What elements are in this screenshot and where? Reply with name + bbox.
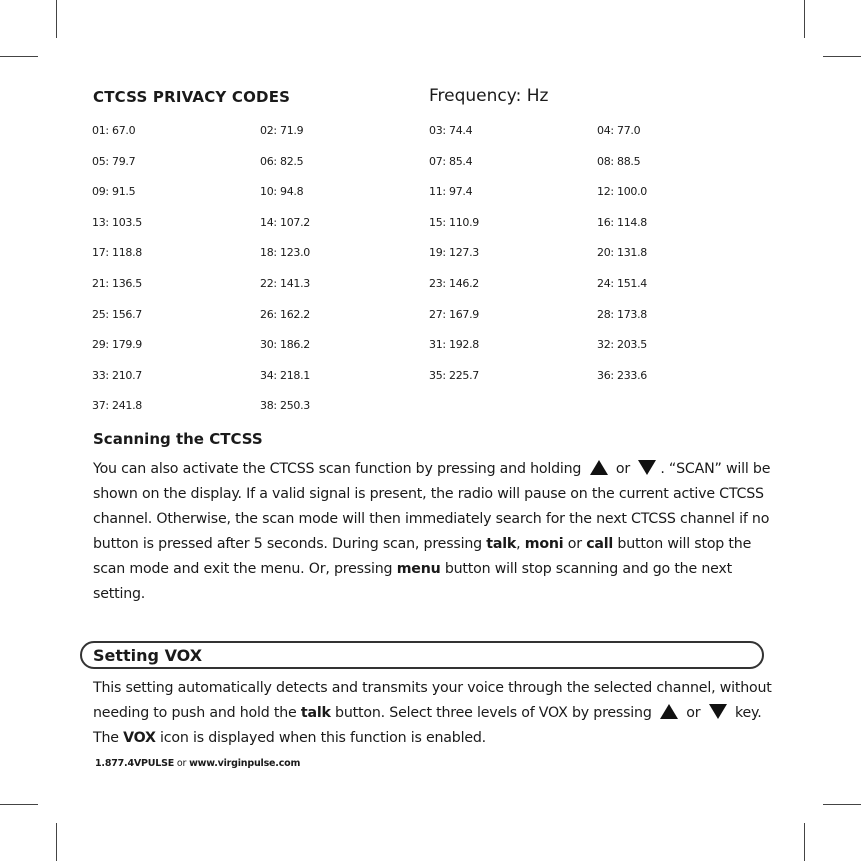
scan-paragraph: You can also activate the CTCSS scan function by pressing and holding or . “SCAN” will be shown on the display. If a valid signal is present, the radio will pause on the current active CTCSS channel. Otherwise, the scan mode will then immediately search for the next CTCSS channel if no button is pressed after 5 seconds. During scan, pressing talk, moni or call button will stop the scan mode and exit the menu. Or, pressing menu button will stop scanning and go the next setting. (93, 461, 771, 602)
up-arrow-icon (660, 704, 678, 719)
ctcss-code: 15: 110.9 (429, 215, 479, 229)
ctcss-code: 13: 103.5 (92, 215, 142, 229)
ctcss-code: 20: 131.8 (597, 246, 647, 260)
talk-keyword: talk (486, 536, 517, 552)
down-arrow-icon (709, 704, 727, 719)
ctcss-code: 17: 118.8 (92, 246, 142, 260)
ctcss-code: 10: 94.8 (260, 185, 304, 199)
vox-paragraph: This setting automatically detects and transmits your voice through the selected channel, without needing to push and hold the talk button. Select three levels of VOX by pressing or key. The VOX icon is displayed when this function is enabled. (93, 680, 772, 746)
up-arrow-icon (590, 460, 608, 475)
crop-mark (804, 0, 805, 38)
ctcss-code: 36: 233.6 (597, 368, 647, 382)
vox-keyword: VOX (123, 730, 156, 746)
ctcss-code: 16: 114.8 (597, 215, 647, 229)
ctcss-code: 01: 67.0 (92, 124, 136, 137)
ctcss-code: 05: 79.7 (92, 154, 136, 168)
crop-mark (823, 56, 861, 57)
ctcss-code: 21: 136.5 (92, 277, 142, 290)
ctcss-code: 07: 85.4 (429, 154, 473, 168)
ctcss-code: 12: 100.0 (597, 185, 647, 199)
ctcss-code: 11: 97.4 (429, 185, 473, 199)
ctcss-code: 28: 173.8 (597, 307, 647, 321)
ctcss-code: 37: 241.8 (92, 399, 142, 413)
down-arrow-icon (638, 460, 656, 475)
ctcss-code: 27: 167.9 (429, 307, 479, 321)
ctcss-code: 26: 162.2 (260, 307, 310, 321)
ctcss-code: 09: 91.5 (92, 185, 136, 199)
crop-mark (823, 804, 861, 805)
ctcss-code: 23: 146.2 (429, 277, 479, 290)
ctcss-code: 33: 210.7 (92, 368, 142, 382)
ctcss-code: 35: 225.7 (429, 368, 479, 382)
crop-mark (0, 56, 38, 57)
ctcss-code: 08: 88.5 (597, 154, 641, 168)
codes-title: CTCSS PRIVACY CODES (93, 88, 291, 106)
crop-mark (56, 0, 57, 38)
crop-mark (804, 823, 805, 861)
ctcss-code: 18: 123.0 (260, 246, 310, 260)
footer-url: www.virginpulse.com (189, 758, 301, 769)
ctcss-code: 03: 74.4 (429, 124, 473, 137)
ctcss-code: 38: 250.3 (260, 399, 310, 413)
talk-keyword: talk (300, 705, 331, 721)
ctcss-code: 14: 107.2 (260, 215, 310, 229)
ctcss-code: 34: 218.1 (260, 368, 310, 382)
ctcss-code: 02: 71.9 (260, 124, 304, 137)
ctcss-code: 06: 82.5 (260, 154, 304, 168)
vox-section-title: Setting VOX (93, 646, 203, 665)
ctcss-code: 22: 141.3 (260, 277, 310, 290)
ctcss-code: 30: 186.2 (260, 338, 310, 352)
codes-heading-row (93, 86, 773, 110)
ctcss-code: 25: 156.7 (92, 307, 142, 321)
scan-section-title: Scanning the CTCSS (93, 430, 263, 448)
ctcss-code: 29: 179.9 (92, 338, 142, 352)
ctcss-code: 32: 203.5 (597, 338, 647, 352)
call-keyword: call (586, 536, 614, 552)
vox-section-header (80, 641, 764, 669)
moni-keyword: moni (524, 536, 564, 552)
footer-phone: 1.877.4VPULSE (95, 758, 175, 769)
ctcss-code: 19: 127.3 (429, 246, 479, 260)
ctcss-code: 31: 192.8 (429, 338, 479, 352)
crop-mark (56, 823, 57, 861)
frequency-label: Frequency: Hz (429, 86, 549, 106)
ctcss-code: 24: 151.4 (597, 277, 647, 290)
footer-contact (95, 758, 300, 769)
ctcss-code: 04: 77.0 (597, 124, 641, 137)
footer-or: or (176, 758, 187, 769)
menu-keyword: menu (396, 561, 441, 577)
crop-mark (0, 804, 38, 805)
